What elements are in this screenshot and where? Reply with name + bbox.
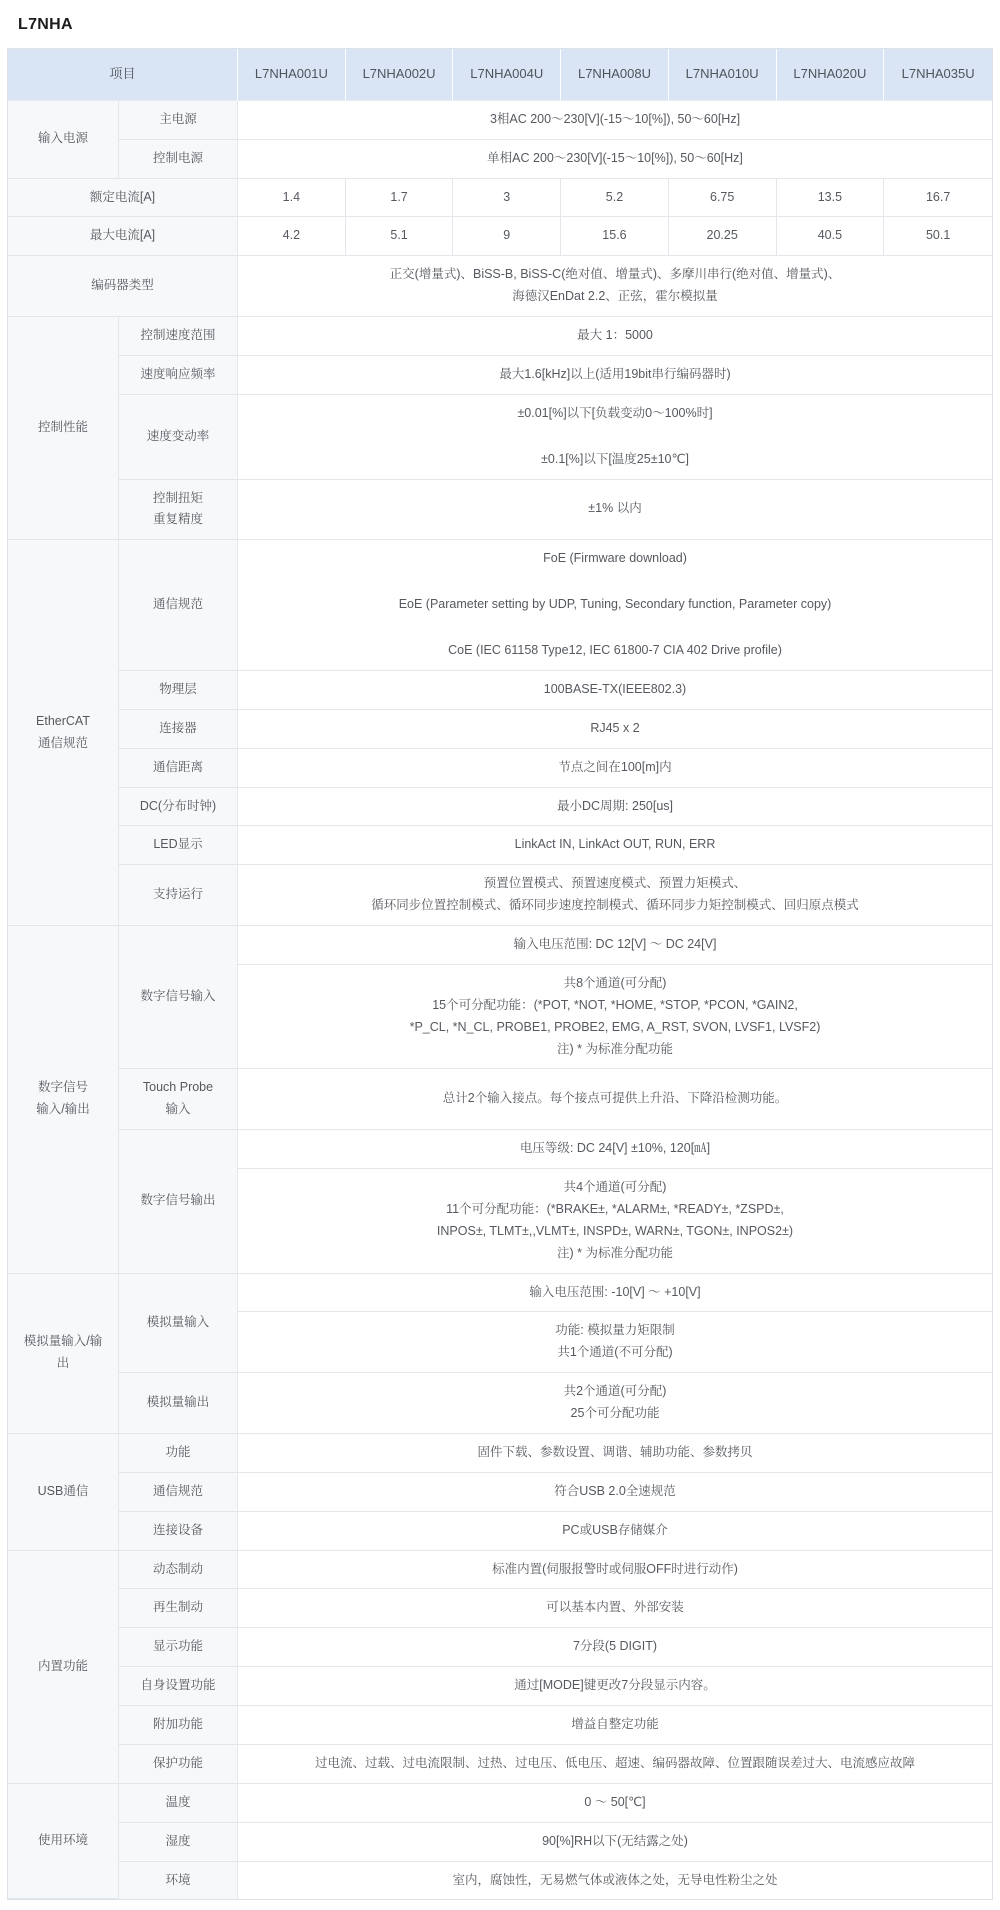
cell-line: 注) * 为标准分配功能 (557, 1245, 673, 1260)
row-label-cell (119, 101, 238, 140)
table-row (8, 1706, 992, 1745)
cell-line: 可以基本内置、外部安装 (546, 1600, 684, 1615)
cell-line: 最小DC周期: 250[us] (557, 798, 674, 813)
cell-line: INPOS±, TLMT±,,VLMT±, INSPD±, WARN±, TGON±, INPOS2±) (436, 1223, 794, 1238)
cell-line: 固件下载、参数设置、调谐、辅助功能、参数拷贝 (477, 1444, 753, 1459)
value-cell (238, 1473, 992, 1512)
cell-line: 支持运行 (153, 887, 204, 902)
cell-line: 3 (503, 189, 511, 204)
value-cell (238, 1169, 992, 1274)
table-row (8, 1130, 992, 1169)
row-label-cell (119, 1274, 238, 1374)
cell-line: L7NHA035U (901, 66, 975, 81)
value-cell (346, 179, 454, 218)
table-row (8, 317, 992, 356)
row-label-cell (119, 1130, 238, 1273)
value-cell (238, 1512, 992, 1551)
row-label-cell (119, 926, 238, 1069)
cell-line: EoE (Parameter setting by UDP, Tuning, Secondary function, Parameter copy) (398, 597, 832, 612)
cell-line: 使用环境 (37, 1833, 88, 1848)
table-header-cell (453, 49, 561, 101)
cell-line: 附加功能 (153, 1717, 204, 1732)
cell-line: 功能 (165, 1444, 191, 1459)
value-cell (777, 179, 885, 218)
cell-line: 再生制动 (153, 1600, 204, 1615)
cell-line: 湿度 (165, 1833, 191, 1848)
cell-line: 保护功能 (153, 1755, 204, 1770)
row-label-cell (119, 356, 238, 395)
cell-line: 输入电压范围: -10[V] ～ +10[V] (529, 1284, 701, 1299)
cell-line: USB通信 (37, 1483, 89, 1498)
row-label-cell (119, 1823, 238, 1862)
value-cell (453, 179, 561, 218)
cell-line: 电压等级: DC 24[V] ±10%, 120[㎃] (519, 1141, 711, 1156)
cell-line: L7NHA004U (470, 66, 544, 81)
row-label-cell (119, 1373, 238, 1434)
cell-line: 输入/输出 (36, 1102, 90, 1117)
value-cell (238, 749, 992, 788)
cell-line: 标准内置(伺服报警时或伺服OFF时进行动作) (492, 1561, 738, 1576)
cell-line: 增益自整定功能 (571, 1717, 659, 1732)
cell-line: 控制速度范围 (140, 328, 216, 343)
table-row (8, 256, 992, 317)
value-cell (346, 217, 454, 256)
cell-line: 4.2 (282, 228, 301, 243)
spec-table (7, 48, 993, 1900)
table-row (8, 926, 992, 965)
value-cell (238, 317, 992, 356)
cell-line: 自身设置功能 (140, 1678, 216, 1693)
cell-line: 速度响应频率 (140, 366, 216, 381)
cell-line: 数字信号 (37, 1080, 88, 1095)
row-label-cell (119, 1862, 238, 1900)
page-title: L7NHA (18, 16, 73, 33)
row-label-cell (119, 1628, 238, 1667)
cell-line: 7分段(5 DIGIT) (572, 1639, 658, 1654)
cell-line: 通信规范 (153, 1483, 204, 1498)
row-label-cell (119, 1589, 238, 1628)
cell-line: RJ45 x 2 (590, 720, 640, 735)
row-label-cell (8, 217, 238, 256)
table-row (8, 1784, 992, 1823)
cell-line: 注) * 为标准分配功能 (557, 1041, 673, 1056)
cell-line: 预置位置模式、预置速度模式、预置力矩模式、 (483, 876, 747, 891)
cell-line: 共1个通道(不可分配) (557, 1345, 673, 1360)
cell-line: 出 (56, 1356, 70, 1371)
value-cell (238, 395, 992, 480)
value-cell (238, 1823, 992, 1862)
cell-line: EtherCAT (36, 713, 90, 728)
cell-line: 连接器 (159, 720, 197, 735)
cell-line: 室内，腐蚀性，无易燃气体或液体之处，无导电性粉尘之处 (452, 1872, 778, 1887)
cell-line: 最大电流[A] (89, 228, 156, 243)
value-cell (238, 1706, 992, 1745)
cell-line: ±1% 以内 (588, 501, 642, 516)
value-cell (238, 1862, 992, 1900)
table-row (8, 217, 992, 256)
value-cell (238, 1551, 992, 1590)
table-row (8, 1373, 992, 1434)
value-cell (238, 926, 992, 965)
row-label-cell (119, 1512, 238, 1551)
group-label-cell (8, 926, 119, 1274)
cell-line: 15个可分配功能：(*POT, *NOT, *HOME, *STOP, *PCON, *GAIN2, (432, 997, 798, 1012)
cell-line: 共2个通道(可分配) (563, 1384, 667, 1399)
group-label-cell (8, 1784, 119, 1900)
value-cell (238, 1745, 992, 1784)
cell-line: 额定电流[A] (89, 189, 156, 204)
value-cell (453, 217, 561, 256)
cell-line: ±0.1[%]以下[温度25±10℃] (541, 451, 689, 466)
cell-line: 13.5 (817, 189, 843, 204)
cell-line: 40.5 (817, 228, 843, 243)
cell-line: 过电流、过载、过电流限制、过热、过电压、低电压、超速、编码器故障、位置跟随误差过大、电流感应故障 (315, 1755, 916, 1770)
cell-line: L7NHA008U (577, 66, 651, 81)
table-header-cell (346, 49, 454, 101)
row-label-cell (119, 317, 238, 356)
cell-line: 内置功能 (37, 1658, 88, 1673)
cell-line: 1.4 (282, 189, 301, 204)
cell-line: 20.25 (706, 228, 738, 243)
row-label-cell (119, 140, 238, 179)
table-row (8, 1069, 992, 1130)
cell-line: 海德汉EnDat 2.2、正弦，霍尔模拟量 (512, 289, 718, 304)
row-label-cell (119, 395, 238, 480)
table-header-cell (777, 49, 885, 101)
cell-line: FoE (Firmware download) (543, 551, 687, 566)
cell-line: L7NHA001U (254, 66, 328, 81)
cell-line: 共8个通道(可分配) (563, 975, 667, 990)
value-cell (238, 1274, 992, 1313)
value-cell (561, 217, 669, 256)
table-header-cell (884, 49, 992, 101)
cell-line: *P_CL, *N_CL, PROBE1, PROBE2, EMG, A_RST, SVON, LVSF1, LVSF2) (409, 1019, 821, 1034)
row-label-cell (119, 540, 238, 671)
table-row (8, 865, 992, 926)
table-row (8, 179, 992, 218)
group-label-cell (8, 1551, 119, 1784)
group-label-cell (8, 540, 119, 926)
table-row (8, 710, 992, 749)
value-cell (238, 1434, 992, 1473)
cell-line: 数字信号输入 (140, 989, 216, 1004)
row-label-cell (8, 179, 238, 218)
row-label-cell (119, 826, 238, 865)
row-label-cell (119, 749, 238, 788)
cell-line: L7NHA010U (685, 66, 759, 81)
table-row (8, 395, 992, 480)
row-label-cell (119, 1745, 238, 1784)
value-cell (238, 865, 992, 926)
table-row (8, 1473, 992, 1512)
table-row (8, 1745, 992, 1784)
cell-line: 主电源 (159, 111, 197, 126)
cell-line: 编码器类型 (91, 278, 154, 293)
cell-line: 通信距离 (153, 759, 204, 774)
group-label-cell (8, 1274, 119, 1434)
cell-line: 15.6 (602, 228, 627, 243)
cell-line: 动态制动 (153, 1561, 204, 1576)
cell-line: 通信规范 (153, 597, 204, 612)
value-cell (238, 710, 992, 749)
table-row (8, 540, 992, 671)
group-label-cell (8, 101, 119, 179)
cell-line: 模拟量输出 (146, 1395, 210, 1410)
cell-line: 控制电源 (153, 150, 204, 165)
value-cell (238, 1667, 992, 1706)
cell-line: 环境 (165, 1872, 191, 1887)
value-cell (238, 1373, 992, 1434)
value-cell (238, 1312, 992, 1373)
value-cell (238, 1069, 992, 1130)
cell-line: 总计2个输入接点。每个接点可提供上升沿、下降沿检测功能。 (442, 1091, 788, 1106)
row-label-cell (119, 1473, 238, 1512)
table-header-cell (238, 49, 346, 101)
cell-line: 16.7 (925, 189, 951, 204)
cell-line: DC(分布时钟) (139, 798, 217, 813)
cell-line: 90[%]RH以下(无结露之处) (542, 1833, 688, 1848)
table-row (8, 788, 992, 827)
cell-line: 6.75 (710, 189, 735, 204)
value-cell (238, 965, 992, 1070)
table-row (8, 1589, 992, 1628)
cell-line: 5.2 (605, 189, 624, 204)
row-label-cell (119, 1667, 238, 1706)
row-label-cell (119, 1784, 238, 1823)
table-row (8, 480, 992, 541)
row-label-cell (119, 710, 238, 749)
value-cell (238, 540, 992, 671)
row-label-cell (119, 1551, 238, 1590)
row-label-cell (119, 1069, 238, 1130)
cell-line: 通过[MODE]键更改7分段显示内容。 (514, 1678, 716, 1693)
row-label-cell (119, 671, 238, 710)
table-row (8, 1862, 992, 1900)
cell-line: 单相AC 200～230[V](-15～10[%]), 50～60[Hz] (487, 150, 743, 165)
table-row (8, 101, 992, 140)
cell-line: 25个可分配功能 (570, 1406, 660, 1421)
row-label-cell (8, 256, 238, 317)
cell-line: 0 ～ 50[℃] (584, 1794, 646, 1809)
cell-line: 3相AC 200～230[V](-15～10[%]), 50～60[Hz] (489, 111, 741, 126)
cell-line: 温度 (165, 1794, 191, 1809)
value-cell (238, 1784, 992, 1823)
group-label-cell (8, 317, 119, 540)
table-row (8, 1551, 992, 1590)
row-label-cell (119, 480, 238, 541)
cell-line: L7NHA020U (793, 66, 867, 81)
table-row (8, 1628, 992, 1667)
cell-line: CoE (IEC 61158 Type12, IEC 61800-7 CIA 402 Drive profile) (448, 643, 782, 658)
value-cell (669, 179, 777, 218)
cell-line: 50.1 (925, 228, 951, 243)
cell-line: 模拟量输入 (146, 1314, 210, 1329)
value-cell (238, 256, 992, 317)
cell-line: 功能: 模拟量力矩限制 (555, 1323, 675, 1338)
cell-line: 循环同步位置控制模式、循环同步速度控制模式、循环同步力矩控制模式、回归原点模式 (371, 898, 859, 913)
cell-line: 连接设备 (153, 1522, 204, 1537)
value-cell (669, 217, 777, 256)
cell-line: 1.7 (390, 189, 408, 204)
table-row (8, 1823, 992, 1862)
table-header-cell (561, 49, 669, 101)
table-header-cell (8, 49, 238, 101)
cell-line: 项目 (109, 66, 136, 81)
cell-line: 输入电源 (37, 131, 88, 146)
cell-line: 物理层 (159, 681, 197, 696)
spec-table-body (8, 49, 992, 1899)
value-cell (238, 179, 346, 218)
row-label-cell (119, 788, 238, 827)
cell-line: 输入电压范围: DC 12[V] ～ DC 24[V] (513, 937, 717, 952)
cell-line: 正交(增量式)、BiSS-B, BiSS-C(绝对值、增量式)、多摩川串行(绝对值、增量式)、 (389, 267, 841, 282)
table-row (8, 1667, 992, 1706)
cell-line: PC或USB存储媒介 (562, 1522, 668, 1537)
cell-line: 节点之间在100[m]内 (558, 759, 672, 774)
value-cell (238, 826, 992, 865)
cell-line: 控制性能 (37, 420, 88, 435)
value-cell (884, 179, 992, 218)
value-cell (238, 671, 992, 710)
value-cell (777, 217, 885, 256)
table-row (8, 1434, 992, 1473)
table-row (8, 356, 992, 395)
table-header-cell (669, 49, 777, 101)
cell-line: 最大 1：5000 (577, 328, 653, 343)
row-label-cell (119, 1706, 238, 1745)
cell-line: 数字信号输出 (140, 1193, 216, 1208)
value-cell (238, 1130, 992, 1169)
row-label-cell (119, 865, 238, 926)
table-row (8, 140, 992, 179)
cell-line: 控制扭矩 (153, 490, 204, 505)
cell-line: L7NHA002U (362, 66, 436, 81)
table-row (8, 1512, 992, 1551)
cell-line: 11个可分配功能：(*BRAKE±, *ALARM±, *READY±, *ZSPD±, (446, 1201, 784, 1216)
cell-line: 模拟量输入/输 (23, 1334, 103, 1349)
cell-line: 最大1.6[kHz]以上(适用19bit串行编码器时) (499, 366, 731, 381)
table-row (8, 826, 992, 865)
value-cell (884, 217, 992, 256)
value-cell (561, 179, 669, 218)
cell-line: 9 (503, 228, 511, 243)
table-row (8, 671, 992, 710)
cell-line: ±0.01[%]以下[负载变动0～100%时] (517, 405, 713, 420)
value-cell (238, 480, 992, 541)
cell-line: 5.1 (390, 228, 408, 243)
value-cell (238, 788, 992, 827)
value-cell (238, 1589, 992, 1628)
value-cell (238, 356, 992, 395)
cell-line: 共4个通道(可分配) (563, 1180, 667, 1195)
table-row (8, 49, 992, 101)
value-cell (238, 140, 992, 179)
cell-line: 100BASE-TX(IEEE802.3) (543, 681, 687, 696)
cell-line: 速度变动率 (146, 428, 210, 443)
cell-line: 重复精度 (153, 512, 204, 527)
table-row (8, 1274, 992, 1313)
table-row (8, 749, 992, 788)
cell-line: Touch Probe (142, 1080, 214, 1095)
cell-line: 输入 (165, 1102, 191, 1117)
cell-line: 符合USB 2.0全速规范 (554, 1483, 676, 1498)
cell-line: 通信规范 (37, 735, 88, 750)
value-cell (238, 217, 346, 256)
value-cell (238, 1628, 992, 1667)
group-label-cell (8, 1434, 119, 1551)
cell-line: LinkAct IN, LinkAct OUT, RUN, ERR (514, 837, 716, 852)
cell-line: 显示功能 (153, 1639, 204, 1654)
cell-line: LED显示 (153, 837, 203, 852)
row-label-cell (119, 1434, 238, 1473)
value-cell (238, 101, 992, 140)
